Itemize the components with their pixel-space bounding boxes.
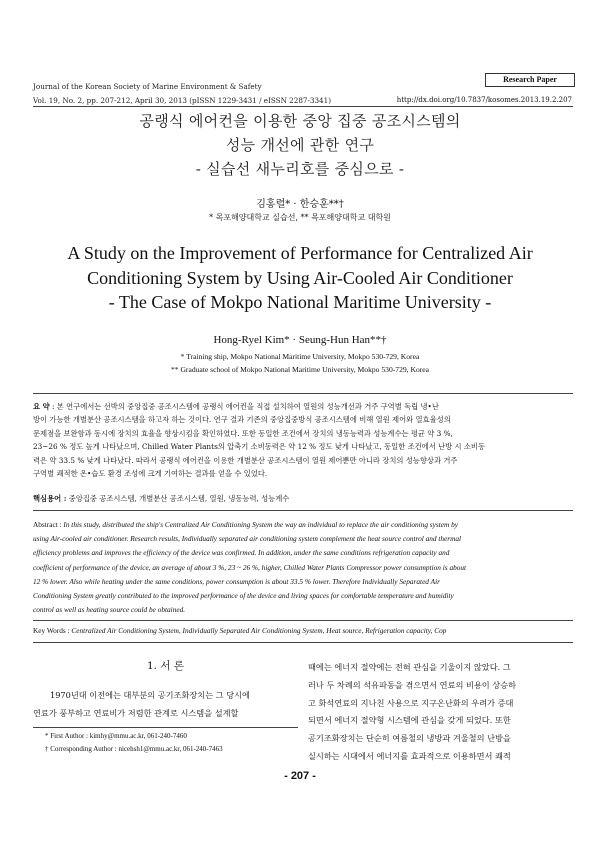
english-keywords-label: Key Words : [33,626,70,635]
footnote-divider [33,727,298,728]
korean-affiliation: * 목포해양대학교 실습선, ** 목포해양대학교 대학원 [209,213,391,222]
page-number: - 207 - [284,770,316,782]
left-column-body: 1970년대 이전에는 대부분의 공기조화장치는 그 당시에 연료가 풍부하고 연료비가 저렴한 관계로 시스템을 설계할 [33,690,250,718]
english-abstract-label: Abstract : [33,520,62,529]
korean-authors: 김홍렬* · 한승훈**† [256,199,344,210]
korean-abstract: 요 약 : 본 연구에서는 선박의 중앙집중 공조시스템에 공랭식 에어컨을 직접 설치하여 열원의 성능개선과 거주 구역별 독립 냉•난 방이 가능한 개별분산 공조시스템을 하고자 하는 것이다. 연구 결과 기존의 중앙집중방식 공조시스템에 비해 열원 제어와 열효율성의 문제점을 보완함과 동시에 장치의 효율을 향상시킴을 확인하였다. 또한 동일한 조건에서 장치의 냉동능력과 성능계수는 평균 약 3 %, 23~26 % 정도 높게 나타났으며, Chilled Water Plants의 압축기 소비동력은 약 12 % 정도 낮게 나타났고, 동일한 조건에서 난방 시 소비동 력은 약 33.5 % 낮게 나타났다. 따라서 공랭식 에어컨을 이용한 개별분산 공조시스템이 열원 제어뿐만 아니라 장치의 성능향상과 거주 구역별 쾌적한 온•습도 환경 조성에 크게 기여하는 결과를 얻을 수 있었다. [33,402,486,479]
korean-keywords: 핵심용어 : 중앙집중 공조시스템, 개별분산 공조시스템, 열원, 냉동능력, 성능계수 [33,494,290,503]
english-abstract: Abstract : In this study, distributed the ship's Centralized Air Conditioning System the way an individual to replace the air conditioning system by using Air-cooled air conditioner. Research results, Individually separated air conditioning system complement the heat source control and thermal efficiency problems and improves the efficiency of the device was confirmed. In addition, under the same conditions refrigeration capacity and coefficient of performance of the device, an average of about 3 %, 23 ~ 26 %, higher, Chilled Water Plants Compressor power consumption is about 12 % lower. Also while heating under the same conditions, power consumption is about 33.5 % lower. Therefore Individually Separated Air Conditioning System greatly contributed to the improved performance of the device and living spaces for comfortable temperature and humidity control as well as heating source could be obtained. [33,520,467,615]
english-affiliation-1: * Training ship, Mokpo National Maritime University, Mokpo 530-729, Korea [180,352,420,361]
korean-abstract-label: 요 약 [33,402,50,411]
abstract-divider-mid [33,510,573,511]
english-authors: Hong-Ryel Kim* · Seung-Hun Han**† [213,334,387,346]
section-heading: 1. 서 론 [147,660,184,672]
footnote-corresponding-author: † Corresponding Author : nicehsh1@mmu.ac.kr, 061-240-7463 [45,745,223,753]
korean-title-line-3: - 실습선 새누리호를 중심으로 - [195,160,405,178]
korean-keywords-label: 핵심용어 : [33,494,67,503]
english-affiliation-2: ** Graduate school of Mokpo National Maritime University, Mokpo 530-729, Korea [170,365,430,374]
english-title-line-1: A Study on the Improvement of Performance for Centralized Air [67,243,533,263]
abstract-divider-bottom [33,620,573,621]
right-column-body: 때에는 에너지 절약에는 전혀 관심을 기울이지 않았다. 그 러나 두 차례의 석유파동을 겪으면서 연료의 비용이 상승하 고 화석연료의 지나친 사용으로 지구온난화의 우려가 증대 되면서 에너지 절약형 시스템에 관심을 갖게 되었다. 또한 공기조화장치는 단순히 여름철의 냉방과 겨울철의 난방을 실시하는 시대에서 에너지를 효과적으로 이용하면서 쾌적 [308,662,517,761]
english-title-line-2: Conditioning System by Using Air-Cooled Air Conditioner [87,268,513,288]
research-paper-badge: Research Paper [485,73,575,87]
footnote-first-author: * First Author : kimhy@mmu.ac.kr, 061-240-7460 [45,732,187,740]
korean-title-line-1: 공랭식 에어컨을 이용한 중앙 집중 공조시스템의 [139,112,461,130]
keywords-divider [33,642,573,643]
doi-link[interactable]: http://dx.doi.org/10.7837/kosomes.2013.19.2.207 [396,96,572,104]
english-title-line-3: - The Case of Mokpo National Maritime University - [108,292,492,312]
english-keywords: Key Words : Centralized Air Conditioning System, Individually Separated Air Conditioning System, Heat source, Refrigeration capacity, Cop [33,626,447,635]
korean-title-line-2: 성능 개선에 관한 연구 [225,136,375,154]
journal-volume: Vol. 19, No. 2, pp. 207-212, April 30, 2013 (pISSN 1229-3431 / eISSN 2287-3341) [33,96,331,105]
header-divider [33,106,573,107]
abstract-divider-top [33,393,573,394]
journal-name: Journal of the Korean Society of Marine Environment & Safety [33,82,262,91]
